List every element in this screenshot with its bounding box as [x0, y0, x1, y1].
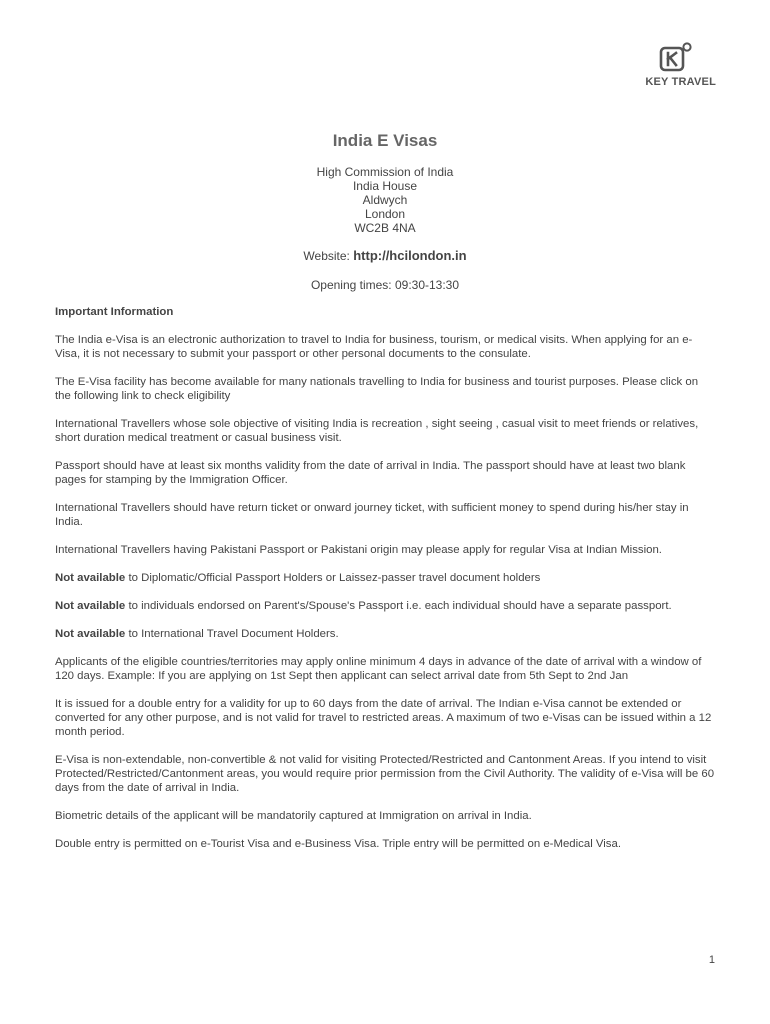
not-available-text: to International Travel Document Holders. [125, 628, 339, 640]
page-number: 1 [708, 954, 715, 966]
address-line: Aldwych [362, 193, 408, 207]
paragraph: International Travellers having Pakistani Passport or Pakistani origin may please apply for regular Visa at Indian Mission. [55, 544, 662, 556]
page-title: India E Visas [332, 131, 438, 150]
paragraph: It is issued for a double entry for a validity for up to 60 days from the date of arrival. The Indian e-Visa cannot be extended or converted for any other purpose, and is not valid for travel to restricted areas. A maximum of two e-Visas can be issued within a 12 month period. [55, 698, 712, 738]
address-line: London [364, 207, 406, 221]
address-line: India House [352, 179, 418, 193]
address-line: High Commission of India [316, 165, 454, 179]
paragraph: International Travellers whose sole objective of visiting India is recreation , sight seeing , casual visit to meet friends or relatives, short duration medical treatment or casual business visit. [55, 418, 699, 444]
paragraph: The E-Visa facility has become available for many nationals travelling to India for business and tourist purposes. Please click on the following link to check eligibility [55, 376, 699, 402]
website-link[interactable]: http://hcilondon.in [353, 248, 467, 263]
logo-text: KEY TRAVEL [645, 76, 716, 88]
not-available-label: Not available [55, 600, 126, 612]
important-heading: Important Information [55, 306, 174, 318]
address-block [0, 165, 770, 235]
paragraph: Applicants of the eligible countries/territories may apply online minimum 4 days in advance of the date of arrival with a window of 120 days. Example: If you are applying on 1st Sept then applicant can select arrival date from 5th Sept to 2nd Jan [55, 656, 702, 682]
not-available-item [55, 627, 717, 641]
paragraph: The India e-Visa is an electronic authorization to travel to India for business, tourism, or medical visits. When applying for an e-Visa, it is not necessary to submit your passport or other personal documents to the consulate. [55, 334, 693, 360]
paragraph: Double entry is permitted on e-Tourist Visa and e-Business Visa. Triple entry will be permitted on e-Medical Visa. [55, 838, 622, 850]
not-available-text: to Diplomatic/Official Passport Holders or Laissez-passer travel document holders [125, 572, 541, 584]
not-available-item [55, 571, 717, 585]
address-line: WC2B 4NA [354, 221, 416, 235]
not-available-item [55, 599, 717, 613]
paragraph: Passport should have at least six months validity from the date of arrival in India. The passport should have at least two blank pages for stamping by the Immigration Officer. [55, 460, 686, 486]
document-body [55, 305, 717, 865]
key-travel-logo [636, 42, 716, 90]
paragraph: E-Visa is non-extendable, non-convertible & not valid for visiting Protected/Restricted and Cantonment Areas. If you intend to visit Protected/Restricted/Cantonment areas, you would require prior permission from the Civil Authority. The validity of e-Visa will be 60 days from the date of arrival in India. [55, 754, 715, 794]
key-travel-k-icon [659, 42, 693, 74]
not-available-text: to individuals endorsed on Parent's/Spouse's Passport i.e. each individual should have a separate passport. [125, 600, 672, 612]
opening-times: Opening times: 09:30-13:30 [310, 278, 460, 292]
not-available-label: Not available [55, 628, 126, 640]
website-label: Website: [303, 249, 350, 263]
website-line [0, 248, 770, 263]
not-available-label: Not available [55, 572, 126, 584]
paragraph: International Travellers should have return ticket or onward journey ticket, with sufficient money to spend during his/her stay in India. [55, 502, 689, 528]
paragraph: Biometric details of the applicant will be mandatorily captured at Immigration on arrival in India. [55, 810, 532, 822]
